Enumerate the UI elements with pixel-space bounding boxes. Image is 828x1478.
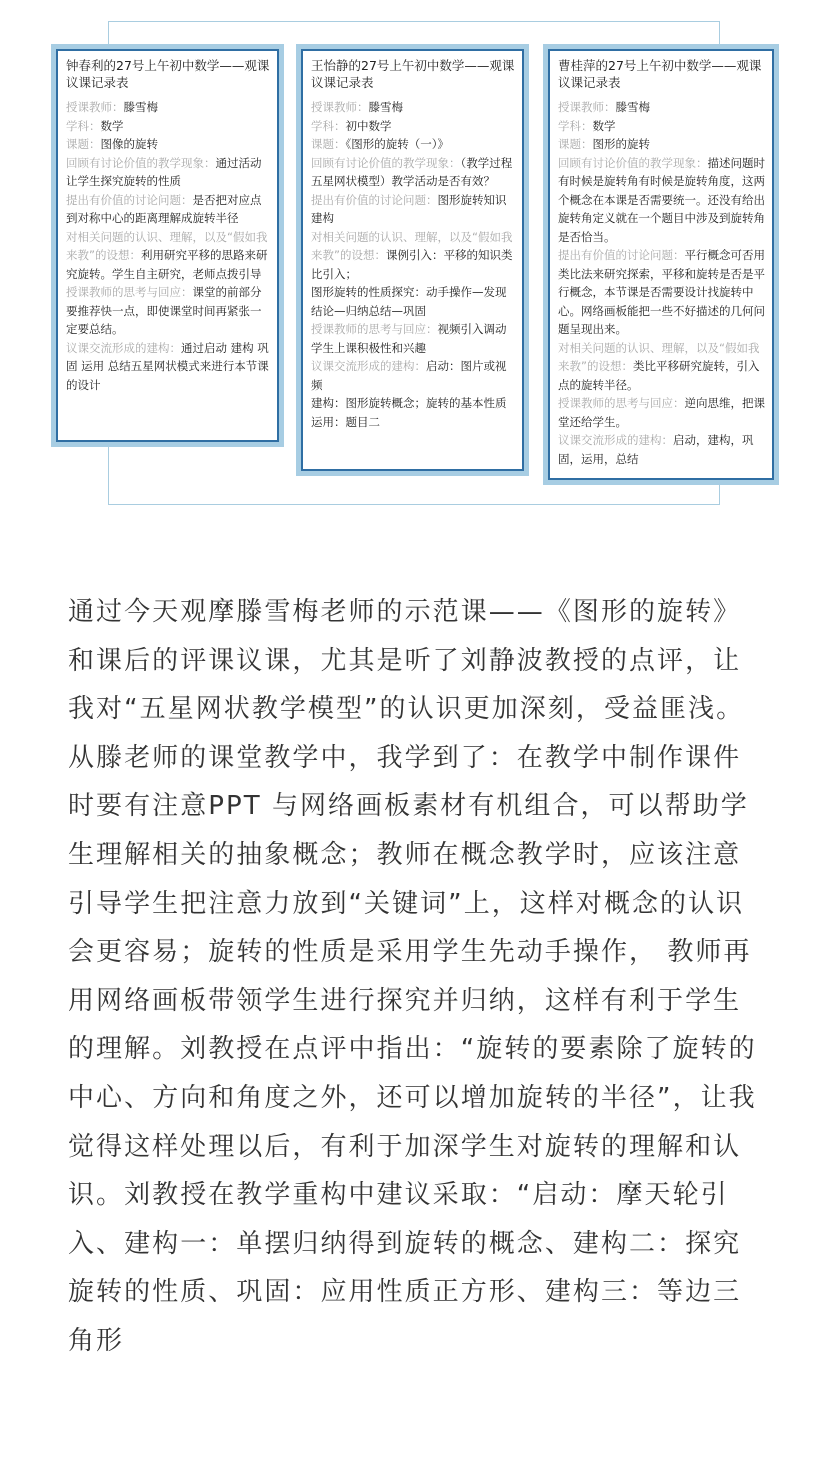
row-key: 回顾有讨论价值的教学现象： xyxy=(558,155,708,170)
card-row xyxy=(66,117,270,136)
row-key: 议课交流形成的建构： xyxy=(558,433,673,447)
row-key: 提出有价值的讨论问题： xyxy=(66,192,193,207)
row-value: 通过活动让学生探究旋转的性质 xyxy=(66,155,262,188)
row-value: 数学 xyxy=(592,118,616,133)
row-value: 图形旋转知识建构 xyxy=(311,192,507,225)
card-row xyxy=(66,135,270,154)
row-key: 课题： xyxy=(558,137,593,151)
row-value: 运用：题目二 xyxy=(311,414,380,429)
card-row xyxy=(311,394,515,413)
row-value: 启动：图片或视频 xyxy=(311,359,507,392)
card-row xyxy=(311,135,515,154)
row-value: 图像的旋转 xyxy=(100,137,158,151)
row-value: （教学过程五星网状模型）教学活动是否有效？ xyxy=(311,155,513,188)
card-row xyxy=(311,283,515,320)
row-value: 滕雪梅 xyxy=(368,100,403,114)
row-value: 课堂的前部分要推荐快一点，即使课堂时间再紧张一定要总结。 xyxy=(66,285,262,336)
card-title: 曹桂萍的27号上午初中数学——观课议课记录表 xyxy=(558,58,762,90)
card-row xyxy=(311,154,515,191)
card-row xyxy=(558,135,765,154)
row-key: 议课交流形成的建构： xyxy=(311,359,426,373)
row-value: 利用研究平移的思路来研究旋转。学生自主研究，老师点拨引导 xyxy=(66,248,268,281)
row-key: 对相关问题的认识、理解，以及“假如我来教”的设想： xyxy=(311,229,513,262)
row-key: 学科： xyxy=(311,118,346,133)
card-row xyxy=(558,117,765,136)
row-key: 回顾有讨论价值的教学现象： xyxy=(66,155,216,170)
row-key: 课题： xyxy=(311,137,346,151)
card-row xyxy=(66,154,270,191)
row-value: 图形的旋转 xyxy=(592,137,650,151)
card-row xyxy=(311,117,515,136)
card-row xyxy=(558,394,765,431)
row-key: 授课教师： xyxy=(311,100,369,114)
row-value: 描述问题时有时候是旋转角有时候是旋转角度，这两个概念在本课是否需要统一。还没有给出旋转角定义就在一个题目中涉及到旋转角是否恰当。 xyxy=(558,155,765,244)
record-card-2 xyxy=(296,44,529,476)
card-row xyxy=(311,98,515,117)
row-value: 是否把对应点到对称中心的距离理解成旋转半径 xyxy=(66,192,262,225)
card-title: 钟春利的27号上午初中数学——观课议课记录表 xyxy=(66,58,270,90)
row-value: 滕雪梅 xyxy=(123,100,158,114)
row-key: 授课教师的思考与回应： xyxy=(311,322,438,336)
row-value: 建构：图形旋转概念；旋转的基本性质 xyxy=(311,396,507,410)
row-key: 对相关问题的认识、理解，以及“假如我来教”的设想： xyxy=(66,229,268,262)
row-value: 通过启动 建构 巩固 运用 总结五星网状模式来进行本节课的设计 xyxy=(66,340,269,392)
card-row xyxy=(558,339,765,395)
card-row xyxy=(66,191,270,228)
card-row xyxy=(311,191,515,228)
record-card-3 xyxy=(543,44,779,485)
row-key: 授课教师的思考与回应： xyxy=(66,285,193,299)
card-row xyxy=(311,228,515,284)
row-value: 平行概念可否用类比法来研究探索，平移和旋转是否是平行概念，本节课是否需要设计找旋转中心。网络画板能把一些不好描述的几何问题呈现出来。 xyxy=(558,248,765,336)
card-row xyxy=(558,154,765,247)
record-card-1 xyxy=(51,44,284,447)
row-key: 提出有价值的讨论问题： xyxy=(311,192,438,207)
card-row xyxy=(66,228,270,284)
row-value: 逆向思维，把课堂还给学生。 xyxy=(558,396,765,429)
row-key: 学科： xyxy=(558,118,593,133)
card-row xyxy=(311,320,515,357)
card-row xyxy=(66,339,270,395)
row-value: 图形旋转的性质探究：动手操作—发现结论—归纳总结—巩固 xyxy=(311,285,507,318)
row-key: 授课教师的思考与回应： xyxy=(558,396,685,410)
row-value: 初中数学 xyxy=(345,118,392,133)
row-key: 授课教师： xyxy=(66,100,124,114)
row-key: 议课交流形成的建构： xyxy=(66,340,181,355)
row-key: 课题： xyxy=(66,137,101,151)
row-key: 回顾有讨论价值的教学现象： xyxy=(311,155,461,170)
card-row xyxy=(66,283,270,339)
card-row xyxy=(558,98,765,117)
card-row xyxy=(558,246,765,339)
row-value: 视频引入调动学生上课积极性和兴趣 xyxy=(311,322,507,355)
row-value: 数学 xyxy=(100,118,124,133)
card-title: 王怡静的27号上午初中数学——观课议课记录表 xyxy=(311,58,515,90)
row-key: 对相关问题的认识、理解，以及“假如我来教”的设想： xyxy=(558,340,760,373)
row-value: 《图形的旋转（一）》 xyxy=(345,137,449,151)
article-paragraph: 通过今天观摩滕雪梅老师的示范课——《图形的旋转》和课后的评课议课，尤其是听了刘静波教授的点评，让我对“五星网状教学模型”的认识更加深刻，受益匪浅。从滕老师的课堂教学中，我学到了：在教学中制作课件时要有注意PPT 与网络画板素材有机组合，可以帮助学生理解相关的抽象概念；教师在概念教学时，应该注意引导学生把注意力放到“关键词”上，这样对概念的认识会更容易；旋转的性质是采用学生先动手操作， 教师再用网络画板带领学生进行探究并归纳，这样有利于学生的理解。刘教授在点评中指出：“旋转的要素除了旋转的中心、方向和角度之外，还可以增加旋转的半径”，让我觉得这样处理以后，有利于加深学生对旋转的理解和认识。刘教授在教学重构中建议采取：“启动：摩天轮引入、建构一：单摆归纳得到旋转的概念、建构二：探究旋转的性质、巩固：应用性质正方形、建构三：等边三角形 xyxy=(68,597,757,1356)
card-row xyxy=(558,431,765,468)
card-row xyxy=(311,357,515,394)
card-row xyxy=(311,413,515,432)
row-value: 类比平移研究旋转，引入点的旋转半径。 xyxy=(558,359,760,392)
row-value: 课例引入：平移的知识类比引入； xyxy=(311,248,513,281)
row-value: 启动，建构，巩固，运用，总结 xyxy=(558,433,754,466)
row-key: 授课教师： xyxy=(558,100,616,114)
row-key: 学科： xyxy=(66,118,101,133)
card-row xyxy=(66,98,270,117)
row-value: 滕雪梅 xyxy=(615,100,650,114)
row-key: 提出有价值的讨论问题： xyxy=(558,248,685,262)
